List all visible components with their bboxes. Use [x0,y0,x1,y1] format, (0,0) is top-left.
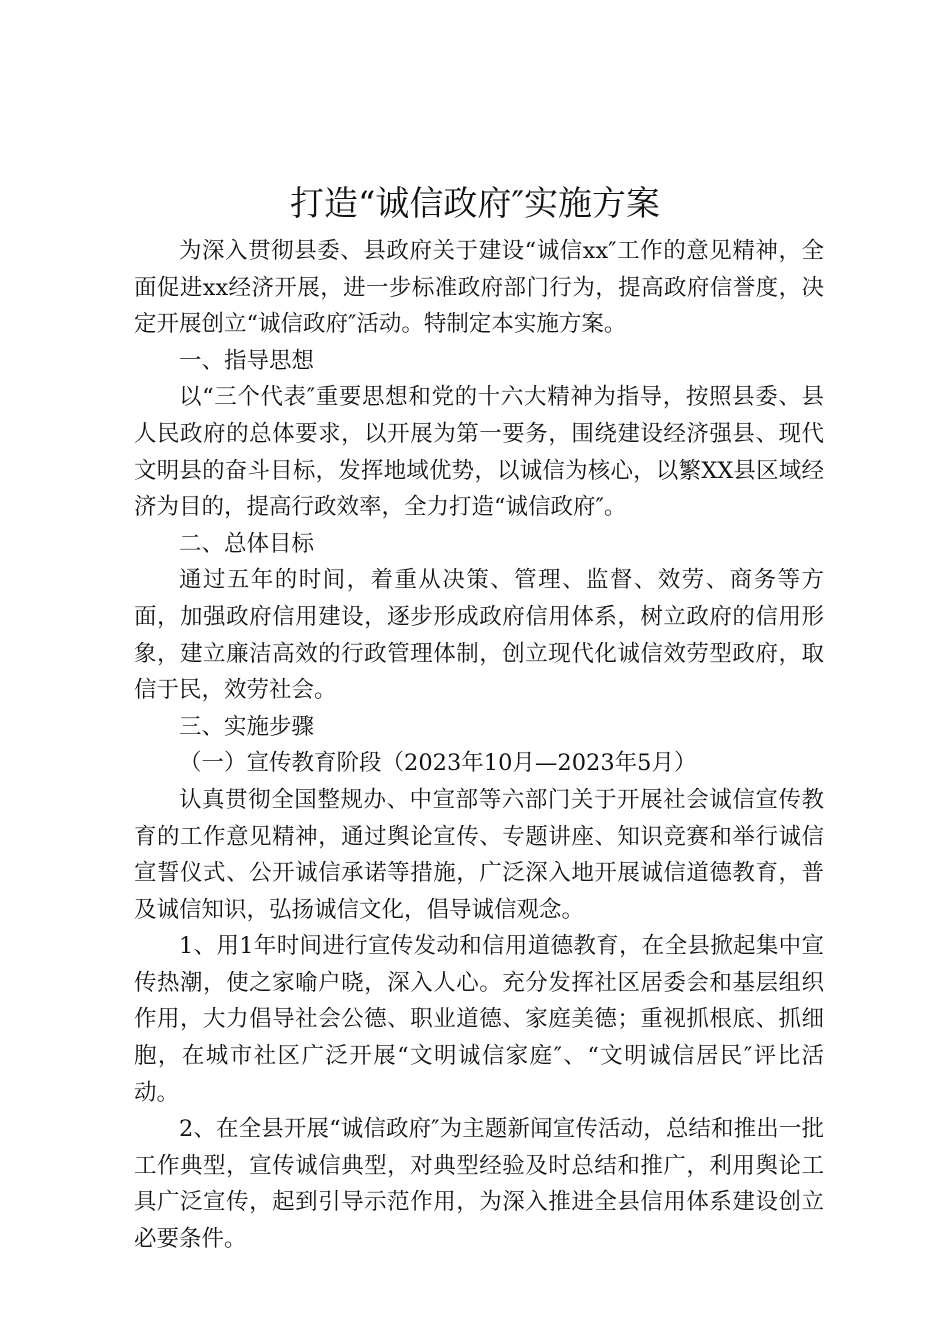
item-2-paragraph: 2、在全县开展“诚信政府″为主题新闻宣传活动，总结和推出一批工作典型，宣传诚信典型，对典型经验及时总结和推广，利用舆论工具广泛宣传，起到引导示范作用，为深入推进全县信用体系建设创立必要条件。 [134,1116,824,1253]
subsection-heading-publicity-stage: （一）宣传教育阶段（2023年10月—2023年5月） [179,750,697,777]
publicity-stage-paragraph: 认真贯彻全国整规办、中宣部等六部门关于开展社会诚信宣传教育的工作意见精神，通过舆论宣传、专题讲座、知识竞赛和举行诚信宣誓仪式、公开诚信承诺等措施，广泛深入地开展诚信道德教育，普及诚信知识，弘扬诚信文化，倡导诚信观念。 [134,786,824,923]
section-heading-guiding-thought: 一、指导思想 [179,347,315,374]
document-title: 打造“诚信政府″实施方案 [289,184,661,224]
document-body [134,233,824,1258]
section-heading-overall-goal: 二、总体目标 [179,530,315,557]
overall-goal-paragraph: 通过五年的时间，着重从决策、管理、监督、效劳、商务等方面，加强政府信用建设，逐步形成政府信用体系，树立政府的信用形象，建立廉洁高效的行政管理体制，创立现代化诚信效劳型政府，取信于民，效劳社会。 [134,567,824,704]
guiding-thought-paragraph: 以“三个代表″重要思想和党的十六大精神为指导，按照县委、县人民政府的总体要求，以开展为第一要务，围绕建设经济强县、现代文明县的奋斗目标，发挥地域优势，以诚信为核心，以繁XX县区域经济为目的，提高行政效率，全力打造“诚信政府″。 [134,384,824,521]
section-heading-implementation-steps: 三、实施步骤 [179,713,315,740]
intro-paragraph: 为深入贯彻县委、县政府关于建设“诚信xx″工作的意见精神，全面促进xx经济开展，进一步标准政府部门行为，提高政府信誉度，决定开展创立“诚信政府″活动。特制定本实施方案。 [134,238,824,338]
item-1-paragraph: 1、用1年时间进行宣传发动和信用道德教育，在全县掀起集中宣传热潮，使之家喻户晓，深入人心。充分发挥社区居委会和基层组织作用，大力倡导社会公德、职业道德、家庭美德；重视抓根底、抓细胞，在城市社区广泛开展“文明诚信家庭″、“文明诚信居民″评比活动。 [134,933,824,1106]
